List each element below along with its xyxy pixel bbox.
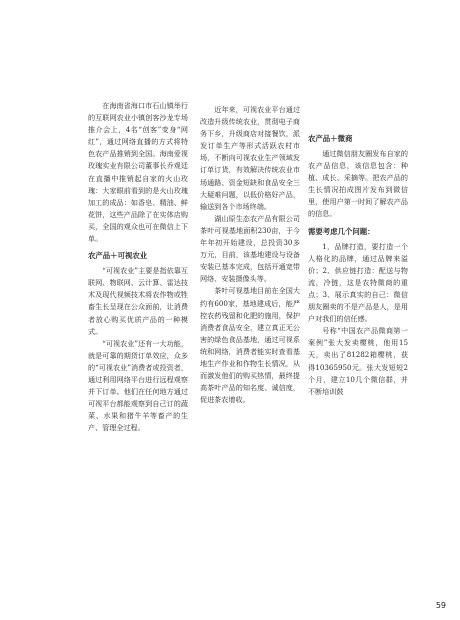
paragraph: 湖山原生态农产品有限公司茶叶可视基地面积230亩，于今年年初开始建设，总投资30多万元，目前，该基地建设与设备安装已基本完成，包括开通宽带网络、安装摄像头等。: [200, 213, 300, 284]
section-heading: 需要考虑几个问题：: [308, 226, 375, 236]
section-heading: 农产品＋微商: [308, 134, 353, 143]
paragraph: “可视农业”还有一大功能，就是可靠的期货订单效应，众多的“可视农业”消费者或投资者，通过利用网络平台进行远程观察并下订单。他们在任何地方通过可视平台都能观察到自己订的蔬菜、水果和猪牛羊等畜产的生产、管理全过程。: [88, 338, 188, 433]
text-column-3: [308, 128, 408, 398]
text-column-2: [200, 104, 300, 406]
page-number: 59: [435, 601, 446, 610]
paragraph: “可视农业”主要是指依靠互联网、物联网、云计算、雷达技术及现代视频技术将农作物或牲畜生长呈现在公众面前，让消费者放心购买优质产品的一种模式。: [88, 266, 188, 336]
text-column-1: [88, 100, 188, 434]
paragraph: 通过微信朋友圈发布自家的农产品信息，该信息包含：种植、成长、采摘等。把农产品的生长情况拍成图片发布到微信里，使用户第一时间了解农产品的信息。: [308, 149, 408, 219]
paragraph: 号称“中国农产品微商第一案例”张大发卖樱桃，他用15天，卖出了81282箱樱桃，获得10365950元。张大发短短2个月，建立10几个微信群，并不断培训鼓: [308, 326, 408, 396]
paragraph: 近年来，可视农业平台通过改造升级传统农业，贯彻电子商务下乡，升级商店对接餐饮，派发订单生产等形式活跃农村市场，不断向可视农业生产领域发订单订货，有效解决传统农业市场通路、资金短缺和食品安全三大疑难问题，以低价格好产品，输送到各个市场终端。: [200, 105, 300, 211]
section-heading: 农产品＋可视农业: [88, 251, 148, 261]
paragraph: 茶叶可视基地目前在全国大约有600家，基地建成后，能严控农药残留和化肥的施用，保护消费者食品安全，建立真正无公害的绿色食品基地，通过可视系统和网络，消费者能实时查看基地生产作业和作物生长情况，从而激发他们的购买热情，最终提高茶叶产品的知名度、诚信度，促进茶农增收。: [200, 286, 300, 405]
paragraph: 在海南省海口市石山镇举行的互联网农业小镇创客沙龙专场推介会上，4名“创客”变身“网红”，通过网络直播的方式将特色农产品推销到全国。海南爱视玫瑰实业有限公司董事长乔观廷在直播中推销起自家的火山玫瑰：大家眼前看到的是火山玫瑰加工的成品：如香皂、精油、鲜花饼，这些产品除了在实体店购买，全国的观众也可在微信上下单。: [88, 101, 188, 244]
paragraph: 1，品牌打造，要打造一个人格化的品牌，通过品牌来溢价；2、供应链打造：配送与物流，冷链，这是农特微商的重点；3、展示真实的自己：微信朋友圈卖的不是产品是人，是用户对我们的信任感。: [308, 241, 408, 324]
